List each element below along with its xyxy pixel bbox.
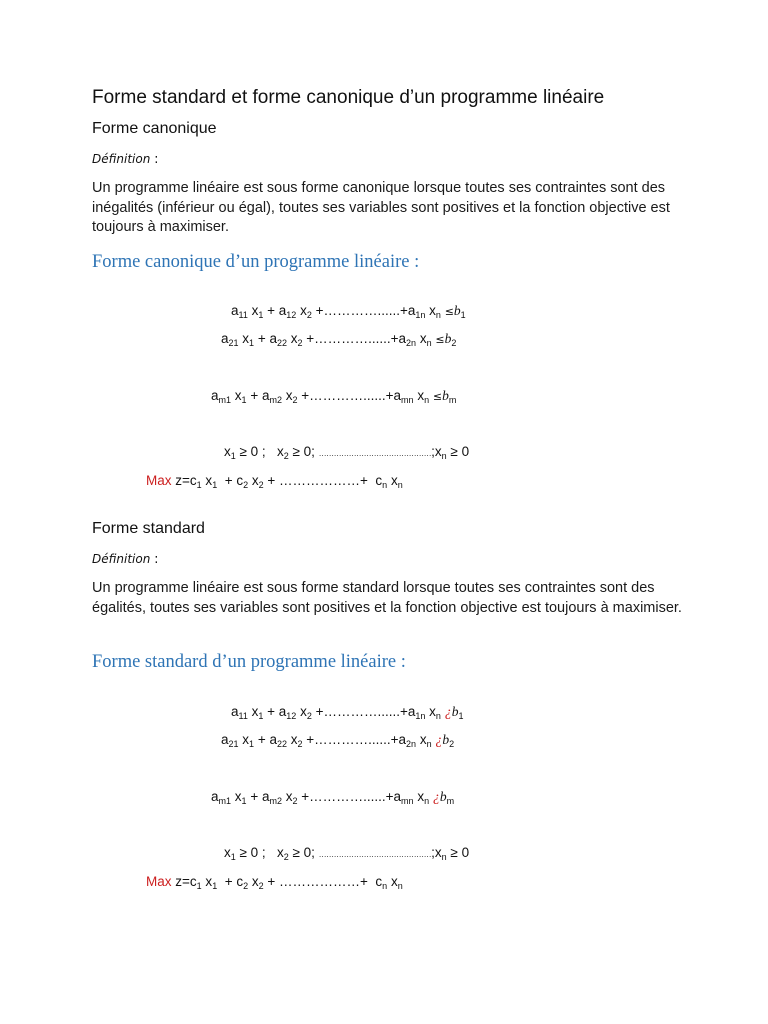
relation-symbol: ≤ <box>435 333 445 346</box>
dots: ……………………………………… <box>318 850 432 859</box>
nonnegativity-row-standard: $x_1 \ge 0$ ; $x_2 \ge 0$; $\dots\dots\dots\dots\dots\dots\dots\dots\dots\dots\dots\dots\dots\dots\dots;x_n \ge 0$ <box>224 845 470 862</box>
constraint-row-1-standard: $a_{11}$ $x_1 + a_{12}$ $x_2$ $+\dots\dots\dots\dots......+a_{1n}$ $x_n$ ¿$b_1$ <box>231 704 464 721</box>
nonnegativity-row-canonique: $x_1 \ge 0$ ; $x_2 \ge 0$; $\dots\dots\dots\dots\dots\dots\dots\dots\dots\dots\dots\dots\dots\dots\dots;x_n \ge 0$ <box>224 444 470 461</box>
dots: ……………………………………… <box>318 449 432 458</box>
relation-symbol: ≤ <box>444 305 454 318</box>
relation-symbol: ¿ <box>435 733 443 748</box>
constraint-row-m-canonique: $a_{m1}$ $x_1 + a_{m2}$ $x_2$ $+\dots\dots\dots\dots......+a_{mn}$ $x_n \le b_m$ <box>211 388 457 405</box>
blue-title-canonique: Forme canonique d’un programme linéaire : <box>92 252 420 272</box>
constraint-row-2-canonique: $a_{21}$ $x_1 + a_{22}$ $x_2$ $+\dots\dots\dots\dots......+a_{2n}$ $x_n \le b_2$ <box>221 331 457 348</box>
blue-title-standard: Forme standard d’un programme linéaire : <box>92 652 406 672</box>
constraint-row-1-canonique: $a_{11}$ $x_1 + a_{12}$ $x_2$ $+\dots\dots\dots\dots......+a_{1n}$ $x_n \le b_1$ <box>231 303 466 320</box>
definition-paragraph-standard: Un programme linéaire est sous forme standard lorsque toutes ses contraintes sont des égalités, toutes ses variables sont positives et la fonction objective est toujours à maximiser. <box>92 580 682 616</box>
relation-symbol: ¿ <box>432 790 440 805</box>
constraint-row-2-standard: $a_{21}$ $x_1 + a_{22}$ $x_2$ $+\dots\dots\dots\dots......+a_{2n}$ $x_n$ ¿$b_2$ <box>221 732 455 749</box>
objective-row-standard: Max $z=c_1$ $x_1 + c_2$ $x_2$ + ………………+ $c_n$ $x_n$ <box>146 874 403 891</box>
section-heading-standard: Forme standard <box>92 520 205 537</box>
page-title: Forme standard et forme canonique d’un programme linéaire <box>92 87 605 108</box>
max-label: Max <box>146 874 172 889</box>
section-heading-canonique: Forme canonique <box>92 120 217 137</box>
definition-label-standard <box>92 552 159 567</box>
definition-label-text: Définition <box>92 552 151 566</box>
definition-colon: : <box>154 552 159 567</box>
constraint-row-m-standard: $a_{m1}$ $x_1 + a_{m2}$ $x_2$ $+\dots\dots\dots\dots......+a_{mn}$ $x_n$ ¿$b_m$ <box>211 789 455 806</box>
definition-paragraph-canonique: Un programme linéaire est sous forme canonique lorsque toutes ses contraintes sont des inégalités (inférieur ou égal), toutes ses variables sont positives et la fonction objective est toujours à maximiser. <box>92 180 670 235</box>
definition-colon: : <box>154 152 159 167</box>
objective-row-canonique: Max $z=c_1$ $x_1 + c_2$ $x_2$ + ………………+ $c_n$ $x_n$ <box>146 473 403 490</box>
relation-symbol: ¿ <box>444 705 452 720</box>
definition-label-canonique <box>92 152 159 167</box>
max-label: Max <box>146 473 172 488</box>
relation-symbol: ≤ <box>432 390 443 403</box>
definition-label-text: Définition <box>92 152 151 166</box>
